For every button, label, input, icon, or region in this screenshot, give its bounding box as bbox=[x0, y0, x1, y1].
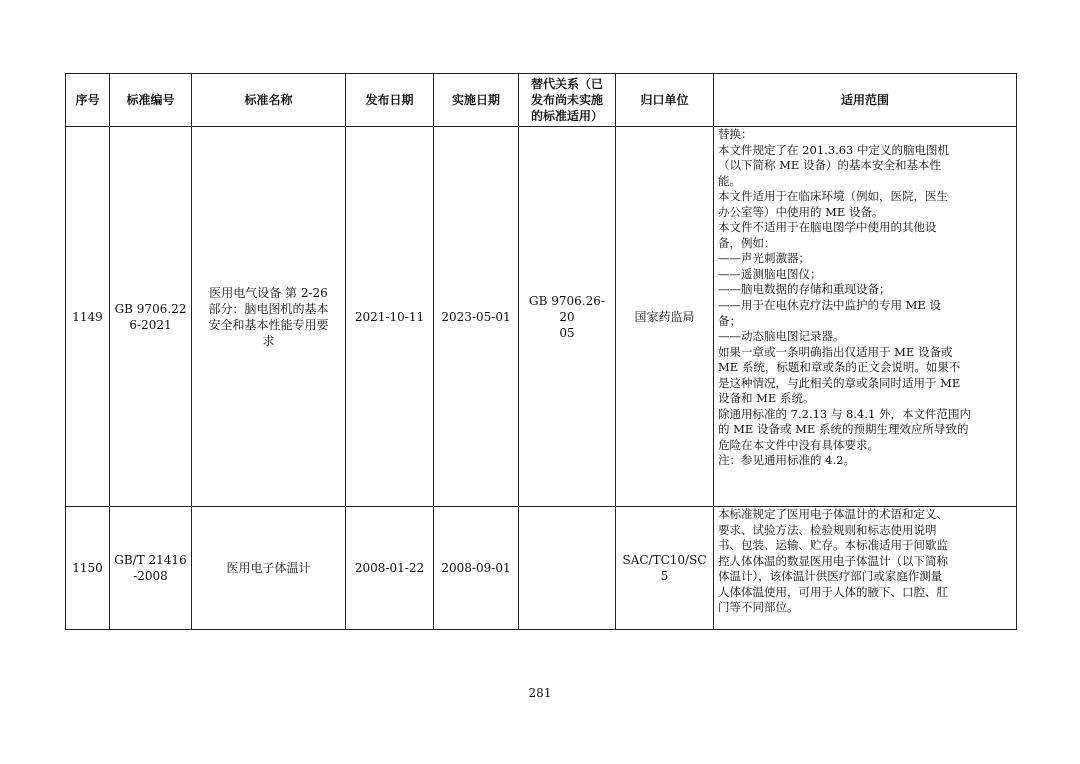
row-unit: 国家药监局 bbox=[616, 127, 714, 507]
scope-line: ME 系统，标题和章或条的正文会说明。如果不 bbox=[718, 360, 961, 375]
row-name-line: 医用电气设备 第 2-26 bbox=[209, 285, 328, 300]
row-code-line: GB 9706.22 bbox=[114, 301, 187, 316]
scope-line: 是这种情况，与此相关的章或条同时适用于 ME bbox=[718, 375, 961, 390]
row-code bbox=[110, 127, 192, 507]
header-scope: 适用范围 bbox=[714, 74, 1017, 127]
row-name-line: 安全和基本性能专用要 bbox=[208, 317, 329, 332]
row-name-line: 医用电子体温计 bbox=[226, 561, 311, 575]
row-code-line: GB/T 21416 bbox=[114, 553, 187, 567]
scope-line: 的 ME 设备或 ME 系统的预期生理效应所导致的 bbox=[718, 422, 969, 437]
scope-line: 备，例如： bbox=[718, 235, 776, 250]
row-publish-date: 2008-01-22 bbox=[346, 507, 434, 630]
page-number: 281 bbox=[528, 686, 552, 700]
row-name-line: 部分：脑电图机的基本 bbox=[208, 301, 329, 316]
standards-table bbox=[65, 73, 1017, 630]
scope-line: 替换： bbox=[718, 127, 753, 141]
table-row bbox=[66, 507, 1017, 630]
row-name-line: 求 bbox=[262, 333, 275, 348]
header-replace-line: 的标准适用） bbox=[530, 109, 603, 123]
scope-line: 体温计），该体温计供医疗部门或家庭作测量 bbox=[718, 569, 943, 584]
header-unit: 归口单位 bbox=[616, 74, 714, 127]
row-seq: 1149 bbox=[66, 127, 110, 507]
row-replace bbox=[519, 127, 616, 507]
scope-line: 本文件适用于在临床环境（例如，医院，医生 bbox=[718, 189, 948, 204]
row-code-line: 6-2021 bbox=[129, 317, 172, 332]
scope-line: 人体体温使用，可用于人体的腋下、口腔、肛 bbox=[718, 584, 948, 599]
scope-line: ——动态脑电图记录器。 bbox=[718, 329, 845, 344]
header-replace bbox=[519, 74, 616, 127]
header-name: 标准名称 bbox=[192, 74, 346, 127]
row-replace bbox=[519, 507, 616, 630]
row-scope bbox=[714, 127, 1017, 507]
header-implement-date: 实施日期 bbox=[434, 74, 519, 127]
row-replace-line: 05 bbox=[559, 325, 575, 340]
header-seq: 序号 bbox=[66, 74, 110, 127]
scope-line: ——遥测脑电图仪； bbox=[718, 266, 822, 281]
row-unit bbox=[616, 507, 714, 630]
scope-line: 要求、试验方法、检验规则和标志使用说明 bbox=[718, 522, 937, 537]
header-publish-date: 发布日期 bbox=[346, 74, 434, 127]
scope-line: 除通用标准的 7.2.13 与 8.4.1 外，本文件范围内 bbox=[718, 406, 971, 421]
scope-line: 本文件规定了在 201.3.63 中定义的脑电图机 bbox=[718, 142, 950, 157]
row-code-line: -2008 bbox=[133, 569, 168, 583]
scope-line: 书、包装、运输、贮存。本标准适用于间歇监 bbox=[718, 538, 948, 553]
row-publish-date: 2021-10-11 bbox=[346, 127, 434, 507]
row-unit-line: SAC/TC10/SC bbox=[622, 553, 707, 567]
row-scope bbox=[714, 507, 1017, 630]
header-replace-line: 发布尚未实施 bbox=[530, 93, 603, 107]
row-seq: 1150 bbox=[66, 507, 110, 630]
scope-line: ——声光刺激器； bbox=[718, 251, 810, 266]
scope-line: ——用于在电休克疗法中监护的专用 ME 设 bbox=[718, 298, 941, 313]
scope-line: 控人体体温的数显医用电子体温计（以下简称 bbox=[718, 553, 948, 568]
header-code: 标准编号 bbox=[110, 74, 192, 127]
table-row bbox=[66, 127, 1017, 507]
scope-line: 设备和 ME 系统。 bbox=[718, 391, 815, 406]
table-header-row bbox=[66, 74, 1017, 127]
row-replace-line: GB 9706.26-20 bbox=[529, 293, 605, 324]
row-implement-date: 2023-05-01 bbox=[434, 127, 519, 507]
scope-line: ——脑电数据的存储和重现设备； bbox=[718, 282, 891, 297]
scope-line: 门等不同部位。 bbox=[718, 600, 799, 615]
scope-line: 如果一章或一条明确指出仅适用于 ME 设备或 bbox=[718, 344, 953, 359]
scope-line: 能。 bbox=[718, 173, 741, 188]
row-name bbox=[192, 127, 346, 507]
header-replace-line: 替代关系（已 bbox=[530, 77, 603, 91]
scope-line: 办公室等）中使用的 ME 设备。 bbox=[718, 204, 884, 219]
row-code bbox=[110, 507, 192, 630]
scope-line: 备； bbox=[718, 313, 741, 328]
scope-line: 本标准规定了医用电子体温计的术语和定义、 bbox=[718, 507, 948, 521]
row-unit-line: 5 bbox=[660, 569, 669, 583]
row-name bbox=[192, 507, 346, 630]
scope-line: 危险在本文件中没有具体要求。 bbox=[718, 437, 879, 452]
scope-line: 本文件不适用于在脑电图学中使用的其他设 bbox=[718, 220, 937, 235]
scope-line: （以下简称 ME 设备）的基本安全和基本性 bbox=[718, 158, 941, 173]
scope-line: 注：参见通用标准的 4.2。 bbox=[718, 453, 855, 468]
row-implement-date: 2008-09-01 bbox=[434, 507, 519, 630]
